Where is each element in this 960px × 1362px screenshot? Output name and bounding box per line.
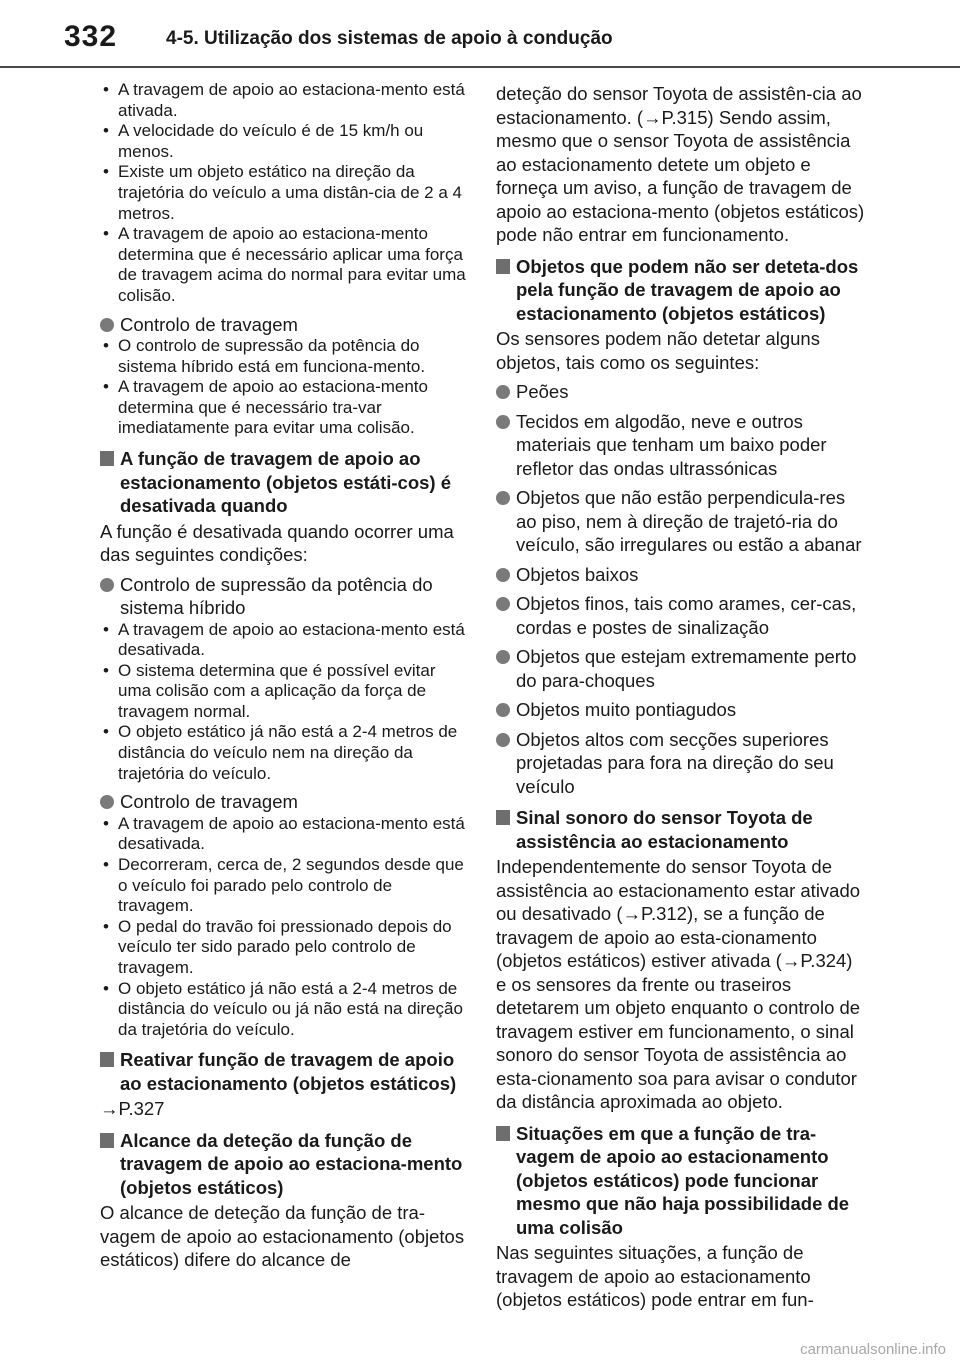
bullet-text: A travagem de apoio ao estaciona-mento determina que é necessário aplicar uma força de travagem acima do normal para evitar uma colisão.	[118, 224, 466, 305]
bullet-text: A travagem de apoio ao estaciona-mento está desativada.	[118, 813, 465, 854]
circle-bullet-icon	[100, 578, 114, 592]
circle-bullet-icon	[496, 597, 510, 611]
circle-bullet-item	[100, 573, 468, 620]
circle-bullet-text: Objetos finos, tais como arames, cer-cas, cordas e postes de sinalização	[516, 593, 857, 638]
bullet-text: A travagem de apoio ao estaciona-mento está ativada.	[118, 80, 465, 120]
circle-bullet-item	[496, 486, 866, 557]
bullet-item	[100, 814, 468, 855]
bullet-item	[100, 855, 468, 917]
bullet-item	[100, 917, 468, 979]
bullet-item	[100, 722, 468, 784]
circle-bullet-icon	[496, 415, 510, 429]
subsection-heading-text: Reativar função de travagem de apoio ao estacionamento (objetos estáticos)	[120, 1049, 457, 1094]
bullet-text: A velocidade do veículo é de 15 km/h ou menos.	[118, 121, 424, 161]
square-bullet-icon	[100, 1052, 114, 1067]
circle-bullet-item	[496, 380, 866, 404]
circle-bullet-item	[100, 313, 468, 337]
bullet-text: O objeto estático já não está a 2-4 metros de distância do veículo ou já não está na direção da trajetória do veículo.	[118, 978, 463, 1039]
square-bullet-icon	[496, 259, 510, 274]
bullet-item	[100, 224, 468, 306]
circle-bullet-item	[496, 410, 866, 481]
circle-bullet-icon	[496, 703, 510, 717]
circle-bullet-icon	[496, 650, 510, 664]
bullet-text: O pedal do travão foi pressionado depois do veículo ter sido parado pelo controlo de travagem.	[118, 916, 452, 977]
circle-bullet-item	[496, 698, 866, 722]
right-column	[496, 80, 866, 1312]
watermark: carmanualsonline.info	[800, 1341, 946, 1358]
subsection-heading	[496, 255, 866, 326]
page-header	[0, 0, 960, 72]
bullet-item	[100, 121, 468, 162]
square-bullet-icon	[496, 1126, 510, 1141]
subsection-heading-text: Objetos que podem não ser deteta-dos pela função de travagem de apoio ao estacionamento (objetos estáticos)	[516, 255, 859, 324]
paragraph: deteção do sensor Toyota de assistên-cia ao estacionamento. (→P.315) Sendo assim, mesmo que o sensor Toyota de assistência ao estacionamento detete um objeto e forneça um aviso, a função de travagem de apoio ao estaciona-mento (objetos estáticos) pode não entrar em funcionamento.	[496, 83, 865, 245]
bullet-item	[100, 661, 468, 723]
subsection-heading-text: Sinal sonoro do sensor Toyota de assistência ao estacionamento	[516, 807, 813, 852]
subsection-heading-text: Alcance da deteção da função de travagem de apoio ao estaciona-mento (objetos estáticos)	[120, 1129, 463, 1198]
subsection-heading	[100, 1129, 468, 1200]
bullet-item	[100, 620, 468, 661]
bullet-text: O objeto estático já não está a 2-4 metros de distância do veículo nem na direção da trajetória do veículo.	[118, 722, 458, 783]
circle-bullet-text: Tecidos em algodão, neve e outros materiais que tenham um baixo poder refletor das ondas ultrassónicas	[516, 410, 827, 479]
circle-bullet-item	[100, 790, 468, 814]
circle-bullet-icon	[496, 491, 510, 505]
paragraph: →P.327	[100, 1098, 165, 1120]
subsection-heading	[100, 447, 468, 518]
bullet-text: O controlo de supressão da potência do sistema híbrido está em funciona-mento.	[118, 336, 426, 376]
circle-bullet-text: Objetos baixos	[516, 563, 639, 585]
subsection-heading	[496, 806, 866, 853]
paragraph: Independentemente do sensor Toyota de assistência ao estacionamento estar ativado ou desativado (→P.312), se a função de travagem de apoio ao esta-cionamento (objetos estáticos) estiver ativada (→P.324) e os sensores da frente ou traseiros detetarem um objeto enquanto o controlo de travagem estiver em funcionamento, o sinal sonoro do sensor Toyota de assistência ao esta-cionamento soa para avisar o condutor da distância aproximada ao objeto.	[496, 856, 861, 1112]
circle-bullet-icon	[100, 318, 114, 332]
bullet-text: Existe um objeto estático na direção da trajetória do veículo a uma distân-cia de 2 a 4 metros.	[118, 162, 462, 223]
subsection-heading-text: Situações em que a função de tra-vagem de apoio ao estacionamento (objetos estáticos) pode funcionar mesmo que não haja possibilidade de uma colisão	[516, 1122, 850, 1238]
circle-bullet-icon	[496, 568, 510, 582]
circle-bullet-text: Controlo de travagem	[120, 313, 298, 335]
header-divider	[0, 66, 960, 68]
circle-bullet-text: Controlo de travagem	[120, 791, 298, 813]
bullet-item	[100, 80, 468, 121]
circle-bullet-item	[496, 592, 866, 639]
circle-bullet-icon	[496, 733, 510, 747]
bullet-item	[100, 336, 468, 377]
bullet-text: O sistema determina que é possível evitar uma colisão com a aplicação da força de travagem normal.	[118, 660, 436, 721]
subsection-heading	[100, 1048, 468, 1095]
bullet-item	[100, 377, 468, 439]
page-number: 332	[64, 20, 118, 53]
paragraph: O alcance de deteção da função de tra-vagem de apoio ao estacionamento (objetos estáticos) difere do alcance de	[100, 1202, 465, 1271]
circle-bullet-item	[496, 728, 866, 799]
circle-bullet-item	[496, 563, 866, 587]
circle-bullet-icon	[496, 385, 510, 399]
square-bullet-icon	[100, 451, 114, 466]
circle-bullet-text: Objetos muito pontiagudos	[516, 699, 737, 720]
left-column	[100, 80, 468, 1272]
section-title: 4-5. Utilização dos sistemas de apoio à condução	[166, 28, 613, 49]
circle-bullet-text: Controlo de supressão da potência do sistema híbrido	[120, 573, 433, 618]
circle-bullet-text: Objetos que estejam extremamente perto do para-choques	[516, 646, 857, 691]
subsection-heading	[496, 1122, 866, 1240]
paragraph: Os sensores podem não detetar alguns objetos, tais como os seguintes:	[496, 328, 820, 373]
bullet-text: Decorreram, cerca de, 2 segundos desde que o veículo foi parado pelo controlo de travagem.	[118, 854, 464, 916]
paragraph: Nas seguintes situações, a função de travagem de apoio ao estacionamento (objetos estáticos) pode entrar em fun-	[496, 1242, 814, 1310]
circle-bullet-text: Objetos altos com secções superiores projetadas para fora na direção do seu veículo	[516, 728, 834, 797]
bullet-item	[100, 979, 468, 1041]
subsection-heading-text: A função de travagem de apoio ao estacionamento (objetos estáti-cos) é desativada quando	[120, 448, 452, 516]
circle-bullet-text: Objetos que não estão perpendicula-res ao piso, nem à direção de trajetó-ria do veículo, são irregulares ou estão a abanar	[516, 487, 862, 555]
circle-bullet-text: Peões	[516, 381, 569, 402]
square-bullet-icon	[100, 1133, 114, 1148]
bullet-text: A travagem de apoio ao estaciona-mento determina que é necessário tra-var imediatamente para evitar uma colisão.	[118, 377, 428, 438]
paragraph: A função é desativada quando ocorrer uma das seguintes condições:	[100, 520, 454, 565]
circle-bullet-icon	[100, 795, 114, 809]
square-bullet-icon	[496, 810, 510, 825]
bullet-text: A travagem de apoio ao estaciona-mento está desativada.	[118, 619, 465, 660]
bullet-item	[100, 162, 468, 224]
circle-bullet-item	[496, 645, 866, 692]
